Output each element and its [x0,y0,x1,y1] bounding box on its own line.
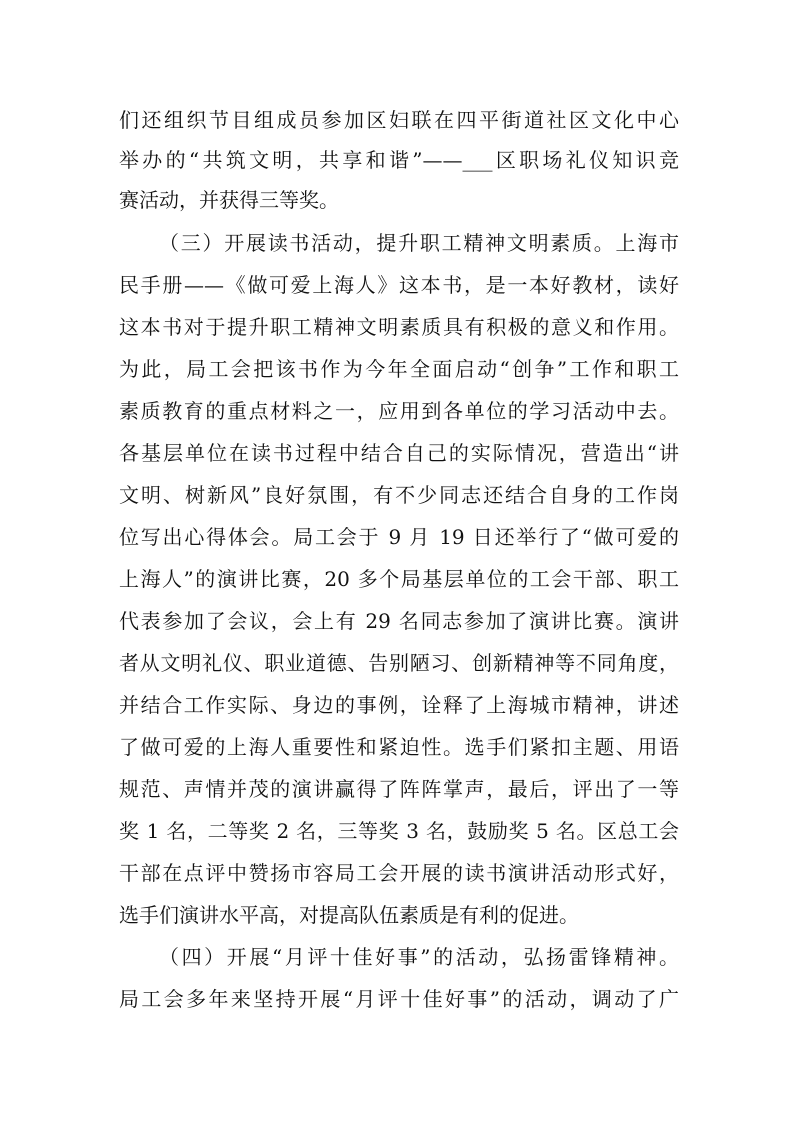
text-line: 这本书对于提升职工精神文明素质具有积极的意义和作用。 [119,315,679,339]
text-line: （三）开展读书活动，提升职工精神文明素质。上海市 [159,231,679,255]
text-line: 为此，局工会把该书作为今年全面启动“创争”工作和职工 [119,357,679,381]
text-line: 了做可爱的上海人重要性和紧迫性。选手们紧扣主题、用语 [119,735,679,759]
text-line: 文明、树新风”良好氛围，有不少同志还结合自身的工作岗 [119,483,679,507]
text-line: 位写出心得体会。局工会于 9 月 19 日还举行了“做可爱的 [119,525,679,549]
text-line: 各基层单位在读书过程中结合自己的实际情况，营造出“讲 [119,441,679,465]
text-line: 赛活动，并获得三等奖。 [119,188,339,212]
text-line: 并结合工作实际、身边的事例，诠释了上海城市精神，讲述 [119,693,679,717]
text-line: 干部在点评中赞扬市容局工会开展的读书演讲活动形式好， [119,861,679,885]
text-line: 民手册——《做可爱上海人》这本书，是一本好教材，读好 [119,273,679,297]
text-line: 举办的“共筑文明，共享和谐”——___区职场礼仪知识竞 [119,148,679,172]
text-line: 素质教育的重点材料之一，应用到各单位的学习活动中去。 [119,399,679,423]
text-line: 上海人”的演讲比赛，20 多个局基层单位的工会干部、职工 [119,567,679,591]
text-line: 局工会多年来坚持开展“月评十佳好事”的活动，调动了广 [119,987,679,1011]
text-line: 代表参加了会议，会上有 29 名同志参加了演讲比赛。演讲 [119,609,679,633]
text-line: 者从文明礼仪、职业道德、告别陋习、创新精神等不同角度， [119,651,679,675]
text-line: 选手们演讲水平高，对提高队伍素质是有利的促进。 [119,903,579,927]
text-line: 奖 1 名，二等奖 2 名，三等奖 3 名，鼓励奖 5 名。区总工会 [119,819,679,843]
text-line: 规范、声情并茂的演讲赢得了阵阵掌声，最后，评出了一等 [119,777,679,801]
text-line: 们还组织节目组成员参加区妇联在四平街道社区文化中心 [119,108,679,132]
text-line: （四）开展“月评十佳好事”的活动，弘扬雷锋精神。 [159,945,679,969]
